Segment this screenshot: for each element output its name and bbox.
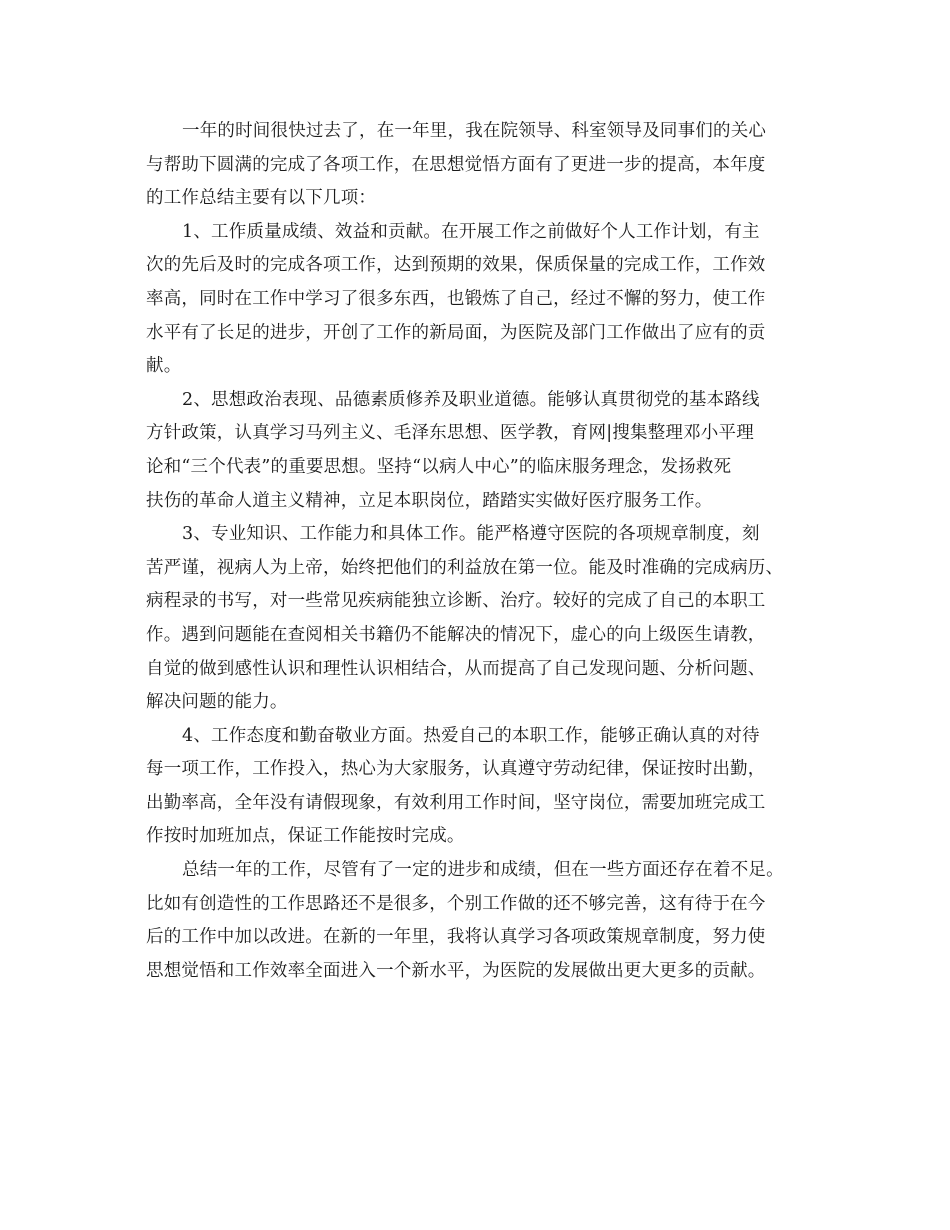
text-line: 解决问题的能力。 bbox=[146, 692, 288, 713]
text-line: 扶伤的革命人道主义精神，立足本职岗位，踏踏实实做好医疗服务工作。 bbox=[146, 490, 713, 511]
text-line: 的工作总结主要有以下几项： bbox=[146, 188, 377, 209]
text-line: 1、工作质量成绩、效益和贡献。在开展工作之前做好个人工作计划，有主 bbox=[182, 221, 760, 242]
text-line: 3、专业知识、工作能力和具体工作。能严格遵守医院的各项规章制度，刻 bbox=[182, 524, 760, 545]
text-line: 论和“三个代表”的重要思想。坚持“以病人中心”的临床服务理念，发扬救死 bbox=[146, 456, 732, 477]
text-line: 方针政策，认真学习马列主义、毛泽东思想、医学教，育网|搜集整理邓小平理 bbox=[146, 423, 754, 444]
text-line: 比如有创造性的工作思路还不是很多，个别工作做的还不够完善，这有待于在今 bbox=[146, 893, 766, 914]
text-line: 作。遇到问题能在查阅相关书籍仍不能解决的情况下，虚心的向上级医生请教， bbox=[146, 624, 766, 645]
text-line: 自觉的做到感性认识和理性认识相结合，从而提高了自己发现问题、分析问题、 bbox=[146, 658, 766, 679]
text-line: 2、思想政治表现、品德素质修养及职业道德。能够认真贯彻党的基本路线 bbox=[182, 389, 760, 410]
text-line: 水平有了长足的进步，开创了工作的新局面，为医院及部门工作做出了应有的贡 bbox=[146, 322, 766, 343]
text-line: 一年的时间很快过去了，在一年里，我在院领导、科室领导及同事们的关心 bbox=[182, 121, 767, 141]
text-line: 4、工作态度和勤奋敬业方面。热爱自己的本职工作，能够正确认真的对待 bbox=[182, 725, 760, 746]
text-line: 总结一年的工作，尽管有了一定的进步和成绩，但在一些方面还存在着不足。 bbox=[182, 860, 784, 881]
text-line: 每一项工作，工作投入，热心为大家服务，认真遵守劳动纪律，保证按时出勤， bbox=[146, 759, 766, 780]
text-line: 出勤率高，全年没有请假现象，有效利用工作时间，坚守岗位，需要加班完成工 bbox=[146, 792, 766, 813]
text-line: 作按时加班加点，保证工作能按时完成。 bbox=[146, 826, 465, 847]
text-line: 苦严谨，视病人为上帝，始终把他们的利益放在第一位。能及时准确的完成病历、 bbox=[146, 557, 784, 578]
text-line: 献。 bbox=[146, 356, 182, 377]
text-line: 率高，同时在工作中学习了很多东西，也锻炼了自己，经过不懈的努力，使工作 bbox=[146, 288, 766, 309]
text-line: 后的工作中加以改进。在新的一年里，我将认真学习各项政策规章制度，努力使 bbox=[146, 927, 766, 948]
text-line: 病程录的书写，对一些常见疾病能独立诊断、治疗。较好的完成了自己的本职工 bbox=[146, 591, 766, 612]
text-line: 思想觉悟和工作效率全面进入一个新水平，为医院的发展做出更大更多的贡献。 bbox=[146, 960, 766, 981]
text-line: 次的先后及时的完成各项工作，达到预期的效果，保质保量的完成工作，工作效 bbox=[146, 255, 766, 276]
document-body bbox=[146, 115, 816, 988]
text-line: 与帮助下圆满的完成了各项工作，在思想觉悟方面有了更进一步的提高，本年度 bbox=[146, 154, 766, 175]
